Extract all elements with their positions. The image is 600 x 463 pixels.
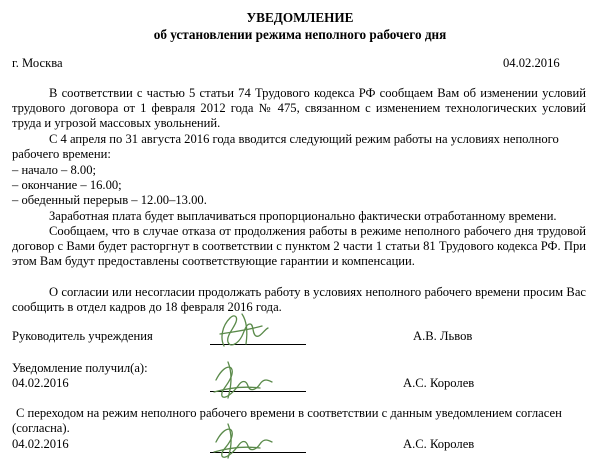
consent-signature-image [210,420,280,460]
head-label: Руководитель учреждения [12,329,153,343]
received-name: А.С. Королев [403,376,475,390]
head-signature-image [212,308,282,352]
paragraph-consent-request: О согласии или несогласии продолжать работу в условиях неполного рабочего времени просим Вас сообщить в отдел кадров до 18 февраля 2016 года. [12,285,586,315]
paragraph-schedule-intro: С 4 апреля по 31 августа 2016 года вводится следующий режим работы на условиях неполного рабочего времени: [12,132,559,162]
received-date: 04.02.2016 [12,376,69,390]
schedule-item-break: – обеденный перерыв – 12.00–13.00. [12,193,207,208]
paragraph-intro: В соответствии с частью 5 статьи 74 Трудового кодекса РФ сообщаем Вам об изменении условий трудового договора от 1 февраля 2012 года № 475, связанном с изменением технологических условий труда и угрозой массовых увольнений. [12,86,586,131]
schedule-item-end: – окончание – 16.00; [12,178,122,193]
document-title: УВЕДОМЛЕНИЕ [246,10,354,25]
head-name: А.В. Львов [413,329,473,343]
paragraph-salary: Заработная плата будет выплачиваться пропорционально фактически отработанному времени. [49,209,557,223]
consent-name: А.С. Королев [403,437,475,451]
schedule-list [12,163,207,209]
received-label: Уведомление получил(а): [12,361,148,375]
document-date: 04.02.2016 [503,56,560,70]
document-subtitle: об установлении режима неполного рабочего дня [153,27,447,42]
received-signature-image [210,360,280,400]
consent-text: С переходом на режим неполного рабочего времени в соответствии с данным уведомлением согласен (согласна). [12,406,562,436]
paragraph-refusal: Сообщаем, что в случае отказа от продолжения работы в режиме неполного рабочего дня трудовой договор с Вами будет расторгнут в соответствии с пунктом 2 части 1 статьи 81 Трудового кодекса РФ. При этом Вам будут предоставлены соответствующие гарантии и компенсации. [12,224,586,269]
schedule-item-start: – начало – 8.00; [12,163,97,177]
consent-date: 04.02.2016 [12,437,69,451]
place-text: г. Москва [12,56,63,70]
